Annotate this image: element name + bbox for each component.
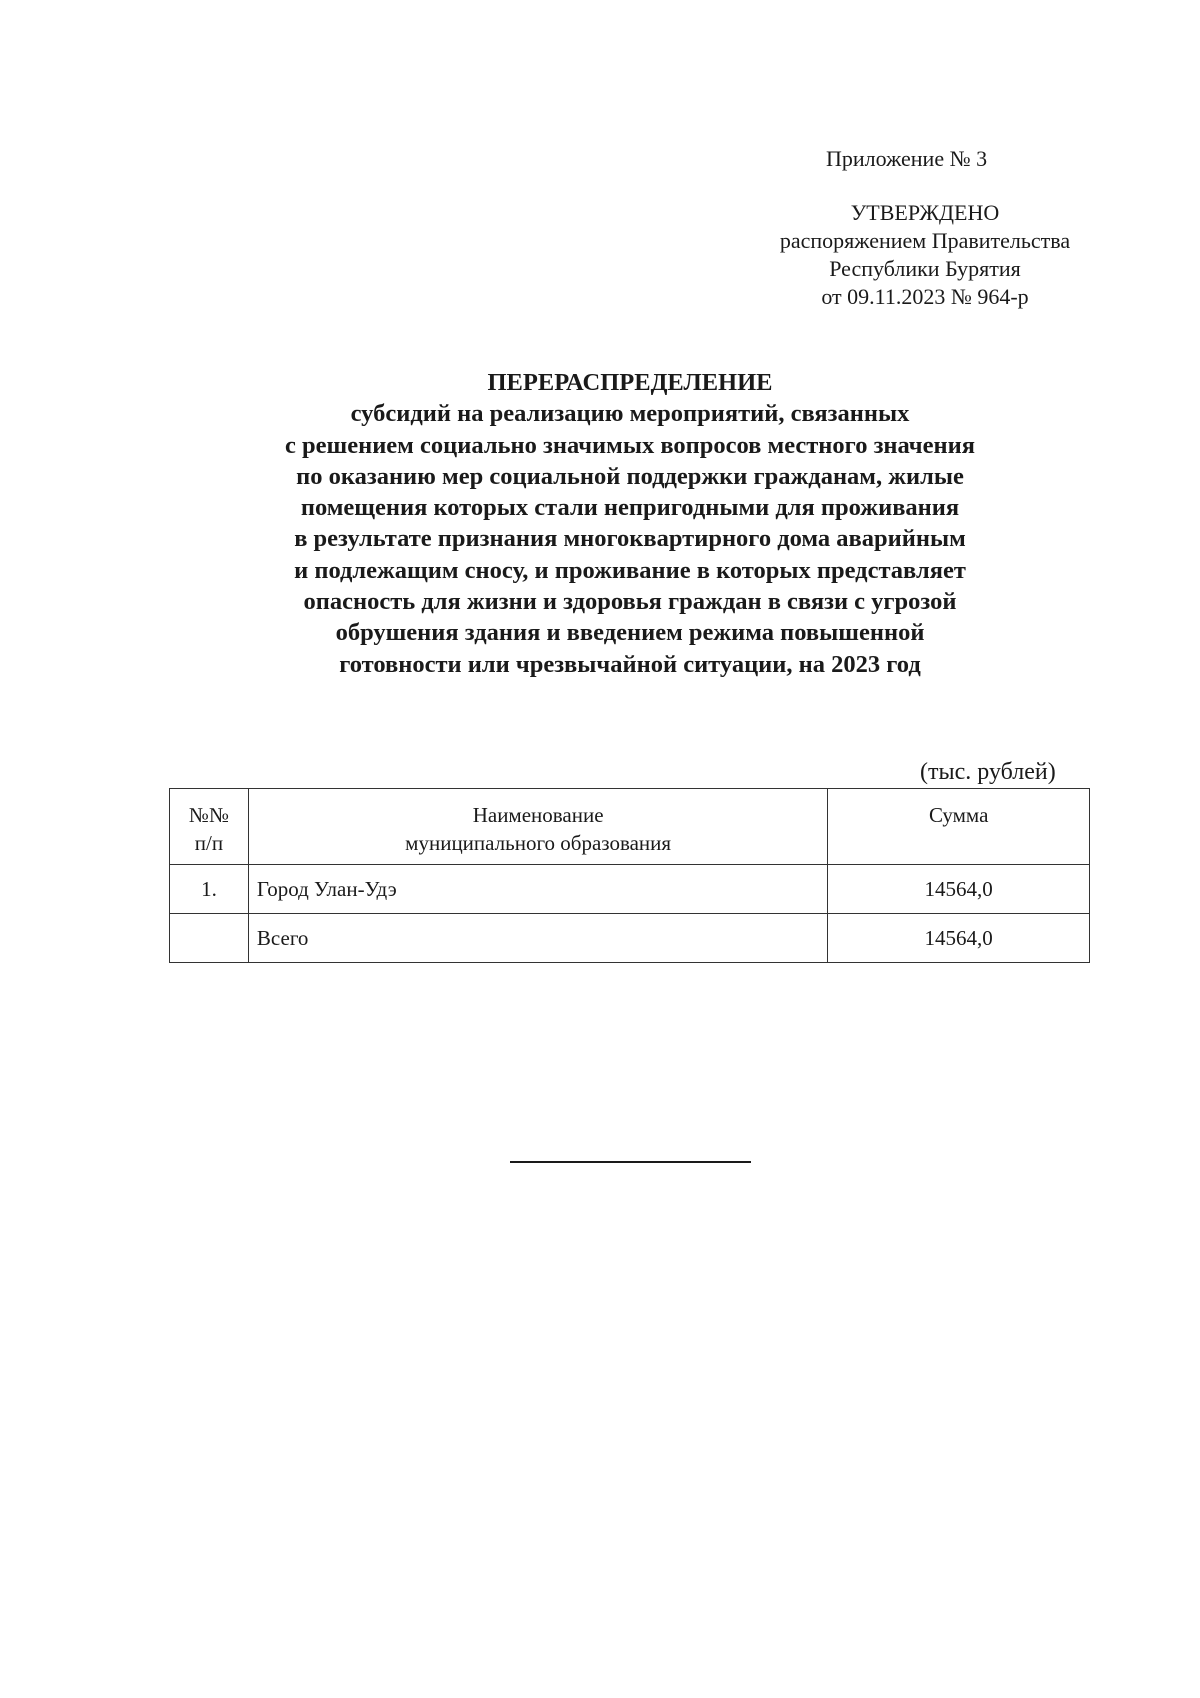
table-row	[170, 865, 1090, 914]
header-number-line: №№	[188, 803, 229, 827]
footer-divider	[510, 1161, 751, 1163]
appendix-label: Приложение № 3	[826, 146, 988, 171]
header-number	[170, 789, 249, 865]
row-sum: 14564,0	[828, 865, 1090, 914]
title-line: и подлежащим сносу, и проживание в которых представляет	[294, 556, 966, 584]
title-line: готовности или чрезвычайной ситуации, на 2023 год	[339, 650, 921, 678]
header-sum-line: Сумма	[928, 803, 989, 827]
header-sum	[828, 789, 1090, 865]
header-name-line: Наименование	[472, 803, 604, 827]
document-title	[150, 367, 1110, 680]
table-total-row	[170, 914, 1090, 963]
approval-region: Республики Бурятия	[829, 256, 1021, 281]
approval-block	[735, 199, 1115, 311]
title-line: обрушения здания и введением режима повышенной	[335, 619, 925, 647]
title-heading: ПЕРЕРАСПРЕДЕЛЕНИЕ	[487, 369, 773, 396]
title-line: опасность для жизни и здоровья граждан в связи с угрозой	[303, 588, 957, 616]
table-header-row	[170, 789, 1090, 865]
title-line: в результате признания многоквартирного дома аварийным	[294, 525, 966, 553]
total-label: Всего	[248, 914, 827, 963]
header-name	[248, 789, 827, 865]
row-number: 1.	[170, 865, 249, 914]
title-line: помещения которых стали непригодными для проживания	[300, 494, 960, 522]
title-line: с решением социально значимых вопросов местного значения	[285, 431, 975, 459]
total-sum: 14564,0	[828, 914, 1090, 963]
title-line: субсидий на реализацию мероприятий, связанных	[350, 400, 910, 428]
row-name: Город Улан-Удэ	[248, 865, 827, 914]
allocation-table	[169, 788, 1090, 963]
title-line: по оказанию мер социальной поддержки гражданам, жилые	[296, 462, 964, 490]
approval-stamp: УТВЕРЖДЕНО	[850, 200, 1000, 225]
total-number	[170, 914, 249, 963]
approval-issuer: распоряжением Правительства	[779, 228, 1071, 253]
approval-date-number: от 09.11.2023 № 964-р	[821, 284, 1029, 309]
header-number-line: п/п	[194, 831, 224, 855]
units-label: (тыс. рублей)	[920, 759, 1056, 785]
header-name-line: муниципального образования	[405, 831, 672, 855]
